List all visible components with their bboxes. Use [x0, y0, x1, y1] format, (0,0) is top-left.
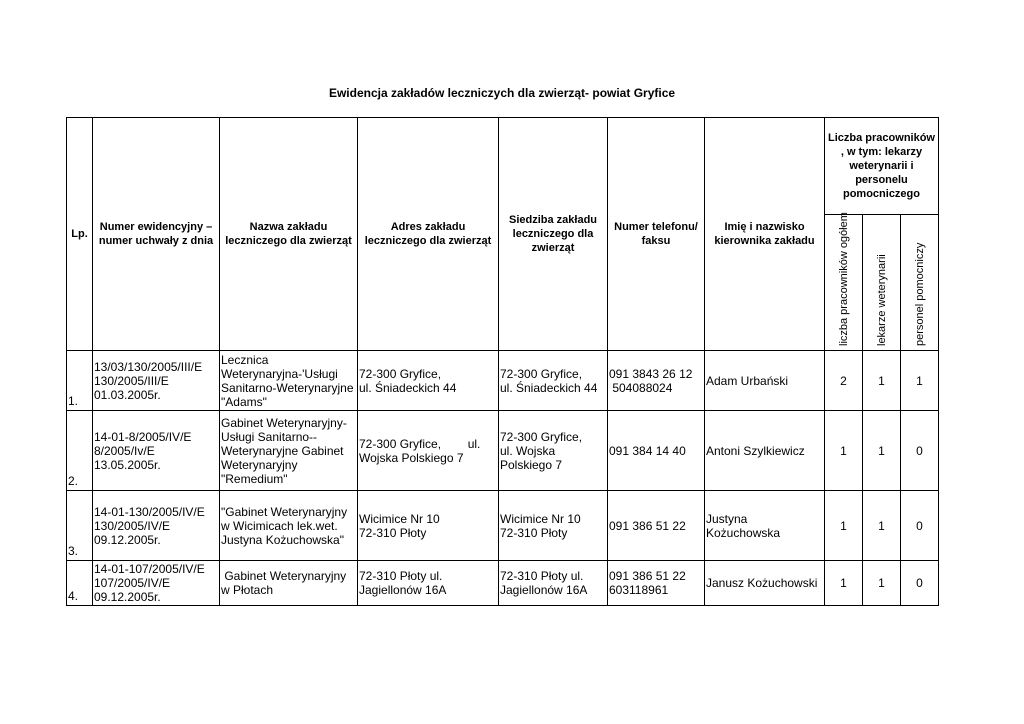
cell-lekarze: 1 — [863, 491, 901, 561]
cell-numer — [93, 491, 220, 561]
header-lp: Lp. — [67, 118, 93, 351]
cell-kierownik — [705, 411, 825, 491]
table-row — [67, 491, 939, 561]
cell-personel: 0 — [901, 561, 939, 606]
cell-ogolem: 1 — [825, 411, 863, 491]
cell-personel: 0 — [901, 411, 939, 491]
header-lekarze — [863, 215, 901, 351]
cell-lekarze: 1 — [863, 411, 901, 491]
cell-telefon-line: 091 386 51 22 — [609, 518, 686, 533]
cell-nazwa-line: Weterynaryjny — [221, 457, 298, 472]
header-personel — [901, 215, 939, 351]
header-nazwa: Nazwa zakładu leczniczego dla zwierząt — [220, 118, 358, 351]
cell-nazwa-line: "Gabinet Weterynaryjny — [221, 504, 348, 519]
cell-siedziba-line: Polskiego 7 — [500, 457, 563, 472]
cell-adres-line: 72-300 Gryfice, ul. — [359, 436, 481, 451]
cell-adres-line: 72-310 Płoty ul. — [359, 569, 443, 583]
cell-numer — [93, 411, 220, 491]
cell-adres-line: Jagiellonów 16A — [359, 583, 447, 597]
cell-lp: 3. — [67, 491, 93, 561]
cell-ogolem: 2 — [825, 351, 863, 411]
header-lekarze-label: lekarze weterynarii — [875, 254, 888, 346]
cell-telefon — [608, 491, 705, 561]
cell-telefon-line: 091 384 14 40 — [609, 443, 686, 458]
cell-numer-line: 107/2005/IV/E — [94, 576, 171, 590]
cell-siedziba — [499, 411, 608, 491]
cell-adres — [358, 561, 499, 606]
cell-ogolem: 1 — [825, 561, 863, 606]
cell-kierownik — [705, 561, 825, 606]
header-liczba: Liczba pracowników , w tym: lekarzy weterynarii i personelu pomocniczego — [825, 118, 939, 215]
cell-nazwa-line: w Wicimicach lek.wet. — [221, 518, 338, 533]
cell-nazwa-line: Weterynaryjna-'Usługi — [221, 366, 338, 381]
cell-kierownik — [705, 491, 825, 561]
cell-telefon-line: 504088024 — [609, 380, 673, 395]
cell-telefon — [608, 411, 705, 491]
registry-table — [66, 117, 939, 606]
cell-adres — [358, 491, 499, 561]
page-title: Ewidencja zakładów leczniczych dla zwierząt- powiat Gryfice — [328, 86, 676, 100]
cell-numer-line: 09.12.2005r. — [94, 590, 161, 604]
cell-nazwa — [220, 411, 358, 491]
cell-telefon-line: 603118961 — [609, 583, 669, 597]
cell-siedziba — [499, 351, 608, 411]
cell-siedziba-line: ul. Śniadeckich 44 — [500, 380, 598, 395]
table-row — [67, 351, 939, 411]
table-row — [67, 561, 939, 606]
cell-kierownik-line: Antoni Szylkiewicz — [706, 443, 805, 458]
cell-nazwa — [220, 491, 358, 561]
cell-numer — [93, 351, 220, 411]
cell-telefon — [608, 351, 705, 411]
cell-adres — [358, 411, 499, 491]
cell-lp: 4. — [67, 561, 93, 606]
cell-adres — [358, 351, 499, 411]
cell-kierownik-line: Adam Urbański — [706, 373, 789, 388]
cell-lekarze: 1 — [863, 351, 901, 411]
header-ogolem-label: liczba pracowników ogółem — [837, 212, 850, 346]
cell-numer-line: 09.12.2005r. — [94, 532, 161, 547]
cell-siedziba-line: Wicimice Nr 10 — [500, 511, 581, 526]
cell-siedziba — [499, 491, 608, 561]
cell-nazwa-line: w Płotach — [221, 583, 274, 597]
cell-kierownik — [705, 351, 825, 411]
cell-telefon-line: 091 386 51 22 — [609, 569, 686, 583]
cell-numer-line: 01.03.2005r. — [94, 387, 161, 402]
cell-numer-line: 13/03/130/2005/III/E — [94, 359, 203, 374]
cell-ogolem: 1 — [825, 491, 863, 561]
cell-adres-line: 72-300 Gryfice, — [359, 366, 442, 381]
cell-siedziba-line: 72-300 Gryfice, — [500, 429, 583, 444]
cell-nazwa-line: "Remedium" — [221, 471, 288, 486]
cell-adres-line: ul. Śniadeckich 44 — [359, 380, 457, 395]
cell-adres-line: Wojska Polskiego 7 — [359, 450, 464, 465]
cell-telefon — [608, 561, 705, 606]
cell-siedziba-line: 72-310 Płoty — [500, 525, 568, 540]
cell-lp: 2. — [67, 411, 93, 491]
header-siedziba: Siedziba zakładu leczniczego dla zwierząt — [499, 118, 608, 351]
header-adres: Adres zakładu leczniczego dla zwierząt — [358, 118, 499, 351]
cell-nazwa-line: Gabinet Weterynaryjny — [221, 569, 347, 583]
header-personel-label: personel pomocniczy — [913, 242, 926, 346]
header-telefon: Numer telefonu/ faksu — [608, 118, 705, 351]
cell-numer-line: 14-01-107/2005/IV/E — [94, 562, 205, 576]
cell-numer-line: 14-01-8/2005/IV/E — [94, 429, 192, 444]
cell-kierownik-line: Janusz Kożuchowski — [706, 576, 818, 590]
cell-adres-line: 72-310 Płoty — [359, 525, 427, 540]
cell-numer-line: 130/2005/III/E — [94, 373, 169, 388]
cell-nazwa-line: Lecznica — [221, 352, 269, 367]
cell-siedziba — [499, 561, 608, 606]
cell-lekarze: 1 — [863, 561, 901, 606]
cell-numer-line: 14-01-130/2005/IV/E — [94, 504, 205, 519]
cell-nazwa-line: Weterynaryjne Gabinet — [221, 443, 344, 458]
cell-nazwa-line: Gabinet Weterynaryjny- — [221, 415, 347, 430]
cell-numer-line: 130/2005/IV/E — [94, 518, 171, 533]
cell-personel: 1 — [901, 351, 939, 411]
table-row — [67, 411, 939, 491]
cell-numer-line: 8/2005/Iv/E — [94, 443, 155, 458]
cell-personel: 0 — [901, 491, 939, 561]
cell-lp: 1. — [67, 351, 93, 411]
cell-siedziba-line: 72-300 Gryfice, — [500, 366, 583, 381]
cell-nazwa-line: "Adams" — [221, 394, 267, 409]
cell-kierownik-line: Justyna — [706, 511, 748, 526]
cell-nazwa-line: Justyna Kożuchowska" — [221, 532, 344, 547]
header-kierownik: Imię i nazwisko kierownika zakładu — [705, 118, 825, 351]
cell-nazwa — [220, 561, 358, 606]
cell-adres-line: Wicimice Nr 10 — [359, 511, 440, 526]
cell-numer — [93, 561, 220, 606]
cell-telefon-line: 091 3843 26 12 — [609, 366, 693, 381]
cell-nazwa-line: Sanitarno-Weterynaryjne — [221, 380, 354, 395]
cell-siedziba-line: 72-310 Płoty ul. — [500, 569, 584, 583]
header-numer: Numer ewidencyjny – numer uchwały z dnia — [93, 118, 220, 351]
cell-siedziba-line: Jagiellonów 16A — [500, 583, 588, 597]
cell-kierownik-line: Kożuchowska — [706, 525, 781, 540]
header-ogolem — [825, 212, 863, 351]
cell-numer-line: 13.05.2005r. — [94, 457, 161, 472]
cell-nazwa — [220, 351, 358, 411]
cell-siedziba-line: ul. Wojska — [500, 443, 556, 458]
cell-nazwa-line: Usługi Sanitarno-- — [221, 429, 318, 444]
